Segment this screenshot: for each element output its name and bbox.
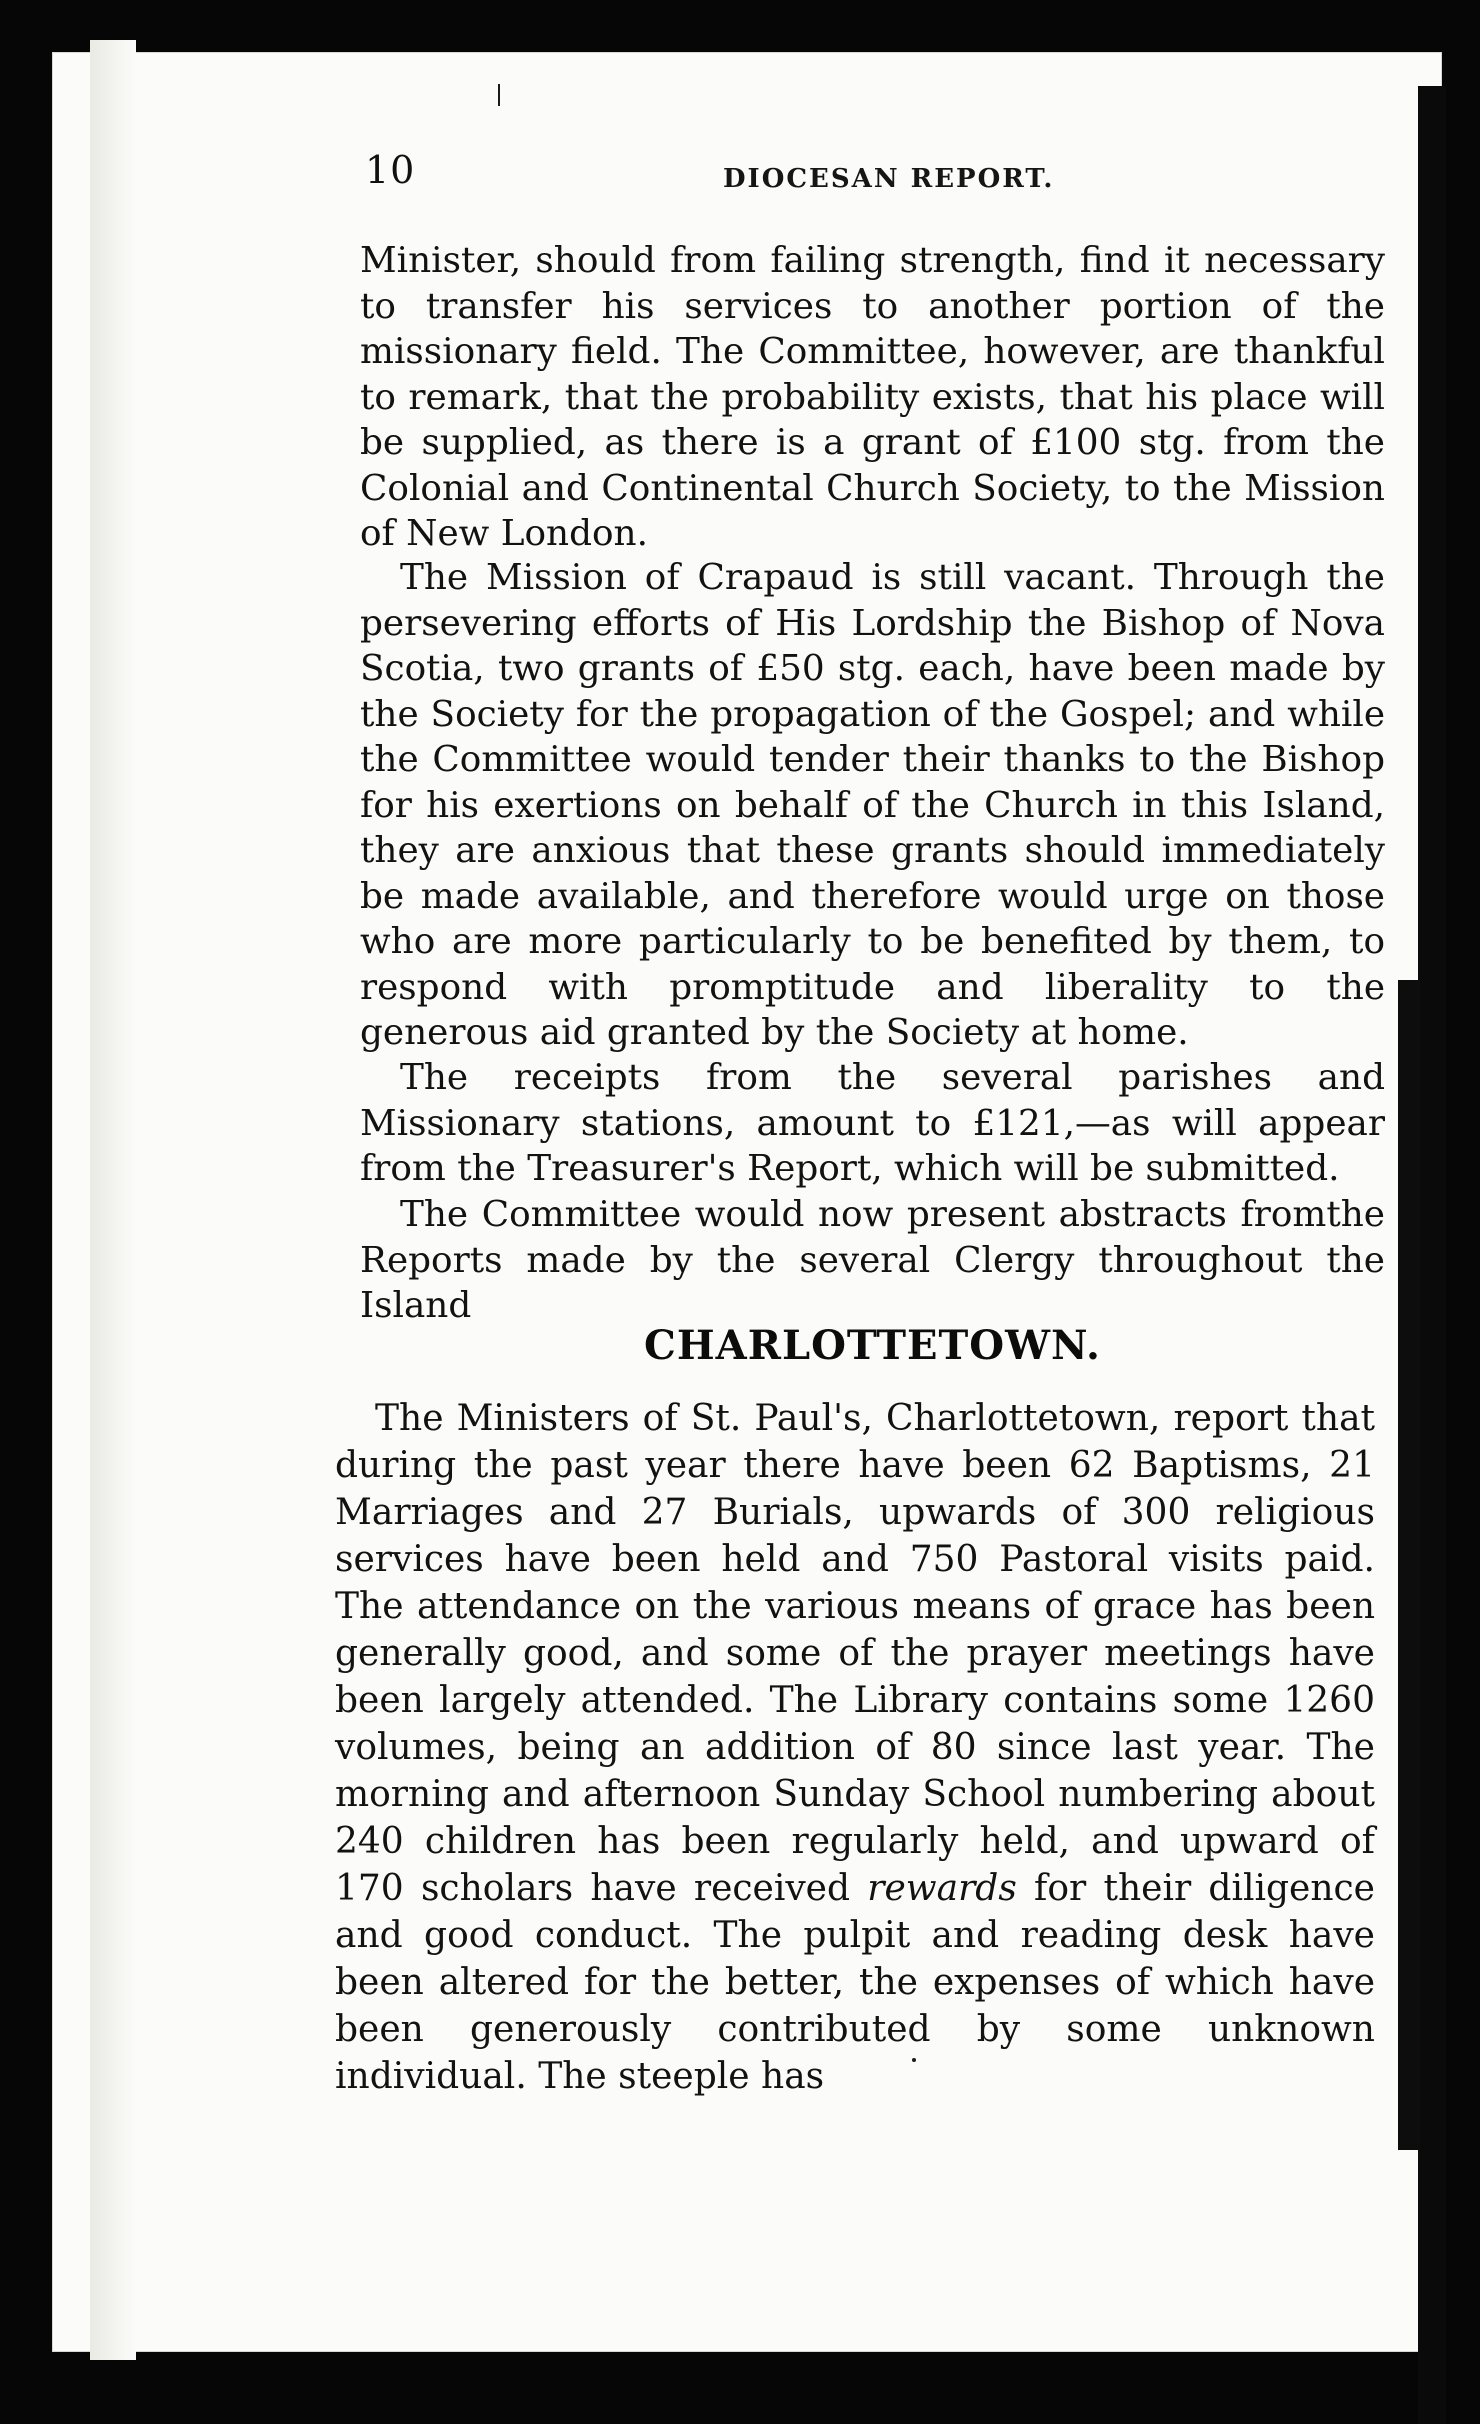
paragraph-mission-new-london: Minister, should from failing strength, find it necessary to transfer his services to another portion of the missionary field. The Committee, however, are thankful to remark, that the probability exists, that his place will be supplied, as there is a grant of £100 stg. from the Colonial and Continental Church Society, to the Mission of New London. xyxy=(360,240,1385,554)
page-header xyxy=(365,148,1385,202)
paragraph-charlottetown-report xyxy=(335,1395,1375,2100)
scan-speck xyxy=(912,2058,916,2062)
binding-edge xyxy=(1398,980,1420,2150)
report-text-part-1: The Ministers of St. Paul's, Charlottetown, report that during the past year there have been 62 Baptisms, 21 Marriages and 27 Burials, upwards of 300 religious services have been held and 750 Pastoral visits paid. The attendance on the various means of grace has been generally good, and some of the prayer meetings have been largely attended. The Library contains some 1260 volumes, being an addition of 80 since last year. The morning and afternoon Sunday School numbering about 240 children has been regularly held, and upward of 170 scholars have received xyxy=(335,1398,1375,1909)
binding-shadow xyxy=(1418,86,1446,2424)
paragraph-abstracts: The Committee would now present abstracts fromthe Reports made by the several Clergy throughout the Island xyxy=(360,1194,1385,1326)
section-heading-charlottetown: CHARLOTTETOWN. xyxy=(644,1322,1101,1369)
page-number: 10 xyxy=(365,148,416,192)
scan-speck xyxy=(498,84,500,106)
report-text-part-2: for their diligence and good conduct. The pulpit and reading desk have been altered for the better, the expenses of which have been generously contributed by some unknown individual. The steeple has xyxy=(335,1868,1375,2097)
paragraph-mission-crapaud: The Mission of Crapaud is still vacant. Through the persevering efforts of His Lordship the Bishop of Nova Scotia, two grants of £50 stg. each, have been made by the Society for the propagation of the Gospel; and while the Committee would tender their thanks to the Bishop for his exertions on behalf of the Church in this Island, they are anxious that these grants should immediately be made available, and therefore would urge on those who are more particularly to be benefited by them, to respond with promptitude and liberality to the generous aid granted by the Society at home. xyxy=(360,557,1385,1053)
page-gutter-shade xyxy=(90,40,136,2360)
paragraph-receipts: The receipts from the several parishes and Missionary stations, amount to £121,—as will appear from the Treasurer's Report, which will be submitted. xyxy=(360,1057,1385,1189)
running-head: DIOCESAN REPORT. xyxy=(723,164,1055,194)
report-italic-word: rewards xyxy=(867,1868,1017,1909)
